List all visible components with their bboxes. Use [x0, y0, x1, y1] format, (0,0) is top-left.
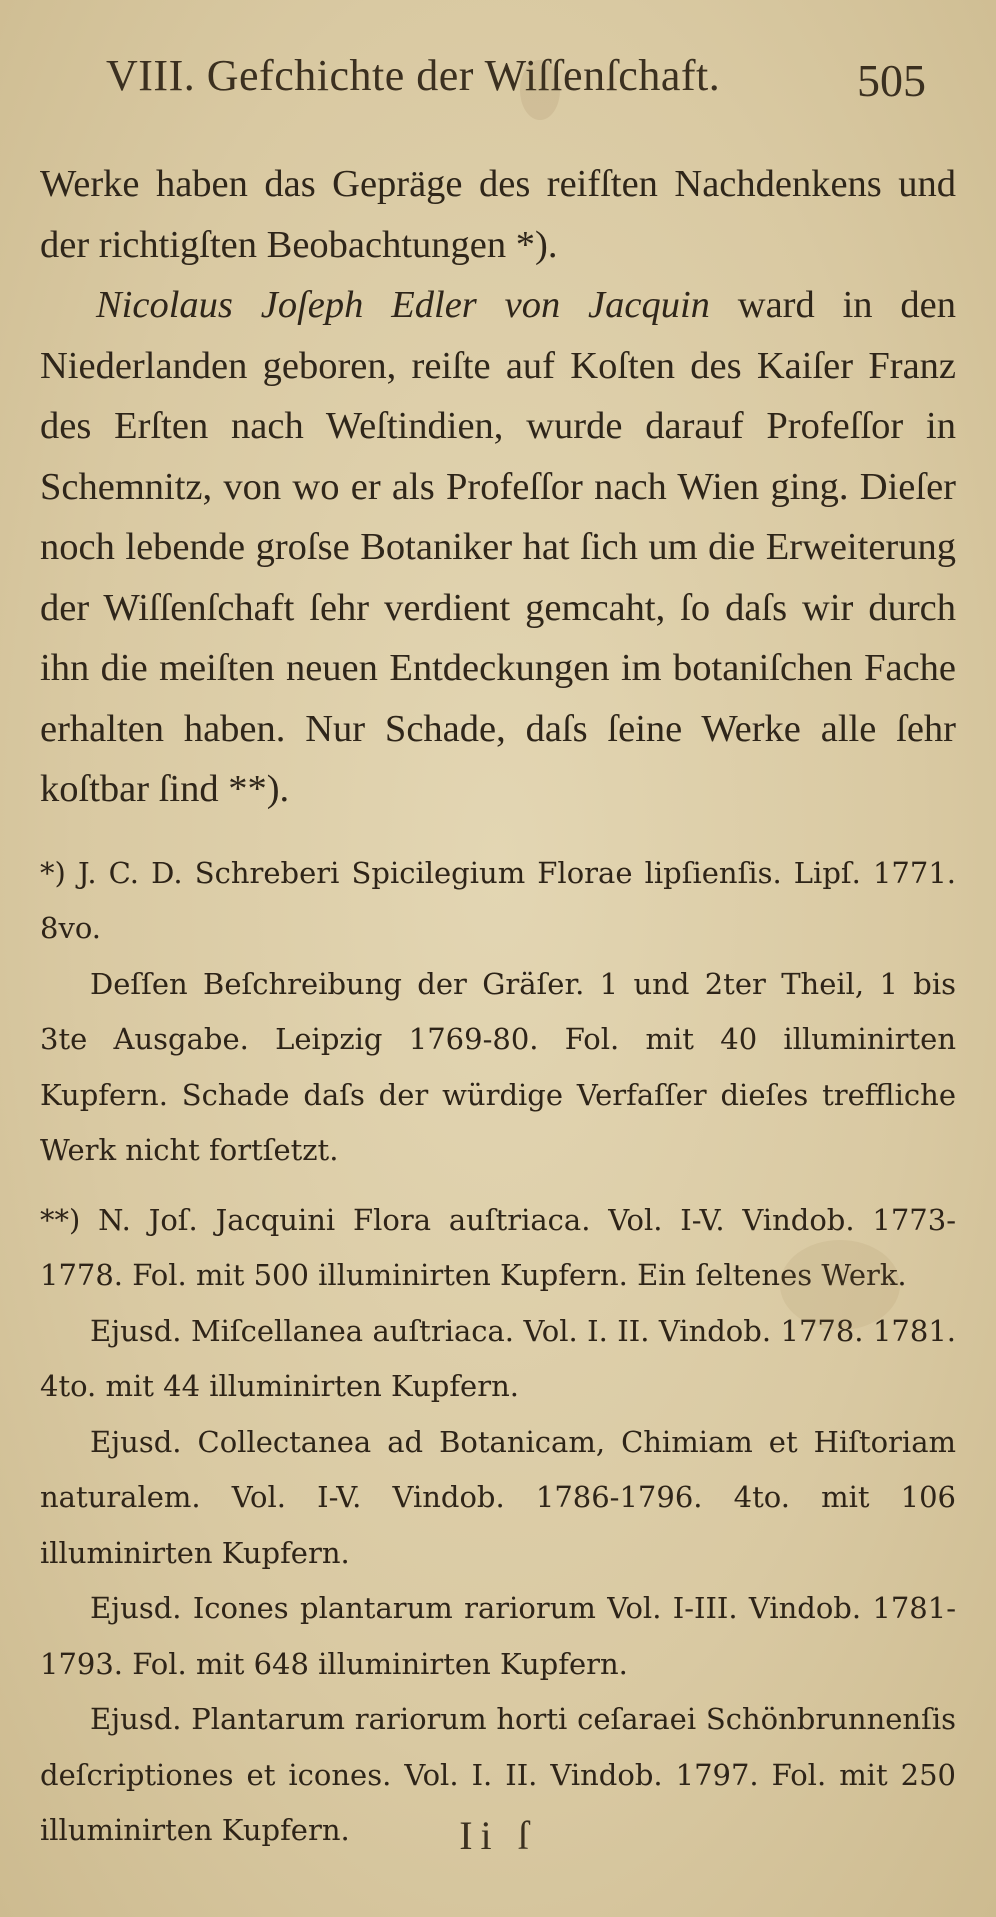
paragraph-1: Werke haben das Gepräge des reifſten Nachdenkens und der richtigſten Beobachtungen *).	[40, 163, 956, 266]
footnote-1-entry: Deſſen Beſchreibung der Gräſer. 1 und 2ter Theil, 1 bis 3te Ausgabe. Leipzig 1769-80. Fol. mit 40 illuminirten Kupfern. Schade daſs der würdige Verfaſſer dieſes treffliche Werk nicht fortſetzt.	[40, 966, 956, 1167]
footnote-2-entry: Ejusd. Collectanea ad Botanicam, Chimiam et Hiſtoriam naturalem. Vol. I-V. Vindob. 1786-1796. 4to. mit 106 illuminirten Kupfern.	[40, 1424, 956, 1570]
paragraph-2	[40, 275, 956, 820]
page-number: 505	[857, 55, 926, 106]
person-name: Nicolaus Joſeph Edler von Jacquin	[96, 284, 710, 326]
printer-signature: Ii ſ	[459, 1813, 537, 1858]
page-header	[40, 44, 956, 124]
footnote-2-entry: Ejusd. Miſcellanea auſtriaca. Vol. I. II. Vindob. 1778. 1781. 4to. mit 44 illuminirten Kupfern.	[40, 1313, 956, 1403]
main-text	[40, 154, 956, 820]
footnote-2-entry: Ejusd. Icones plantarum rariorum Vol. I-III. Vindob. 1781-1793. Fol. mit 648 illuminirten Kupfern.	[40, 1591, 956, 1681]
footnotes	[40, 846, 956, 1859]
footnote-1: *) J. C. D. Schreberi Spicilegium Florae lipſienſis. Lipſ. 1771. 8vo.	[40, 855, 956, 945]
paragraph-2-text: ward in den Niederlanden geboren, reiſte auf Koſten des Kaiſer Franz des Erſten nach Weſtindien, wurde darauf Profeſſor in Schemnitz, von wo er als Profeſſor nach Wien ging. Dieſer noch lebende groſse Botaniker hat ſich um die Erweiterung der Wiſſenſchaft ſehr verdient gemcaht, ſo daſs wir durch ihn die meiſten neuen Entdeckungen im botaniſchen Fache erhalten haben. Nur Schade, daſs ſeine Werke alle ſehr koſtbar ſind **).	[40, 284, 956, 810]
footnote-2-entry: Ejusd. Plantarum rariorum horti ceſaraei Schönbrunnenſis deſcriptiones et icones. Vol. I. II. Vindob. 1797. Fol. mit 250 illuminirten Kupfern.	[40, 1702, 956, 1847]
footnote-2: **) N. Joſ. Jacquini Flora auſtriaca. Vol. I-V. Vindob. 1773-1778. Fol. mit 500 illuminirten Kupfern. Ein ſeltenes Werk.	[40, 1202, 956, 1292]
running-title: VIII. Gefchichte der Wiſſenſchaft.	[106, 51, 721, 100]
